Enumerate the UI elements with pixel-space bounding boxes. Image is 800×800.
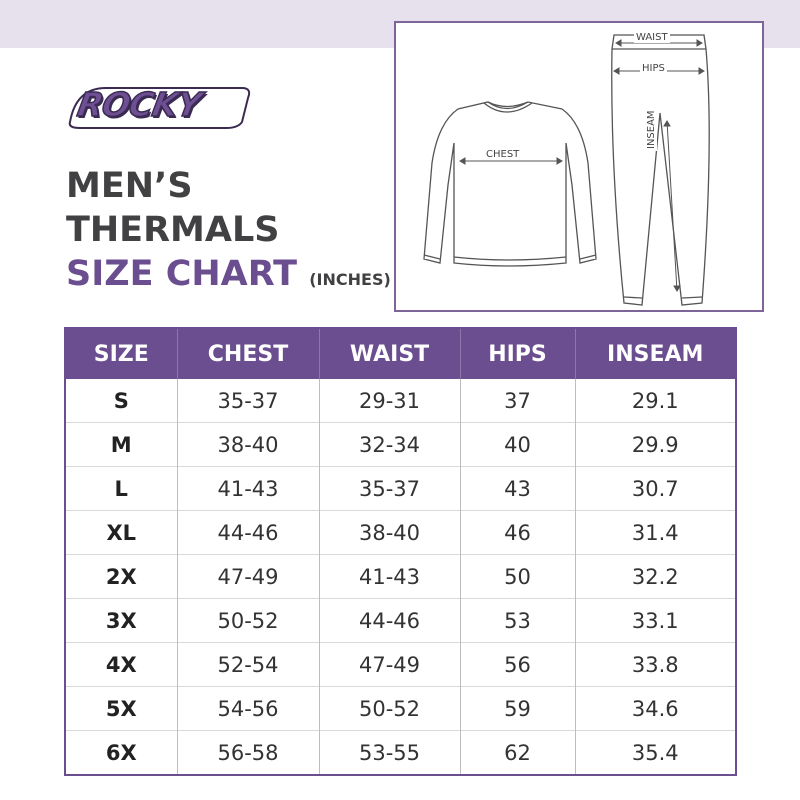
cell-chest: 41-43 — [177, 467, 319, 511]
header-inseam: INSEAM — [575, 329, 735, 379]
cell-inseam: 30.7 — [575, 467, 735, 511]
cell-size: S — [113, 388, 129, 413]
table-row — [66, 731, 735, 775]
table-row — [66, 643, 735, 687]
cell-size: 3X — [66, 599, 177, 643]
cell-hips: 62 — [460, 731, 575, 775]
cell-waist: 44-46 — [319, 599, 460, 643]
table-row — [66, 511, 735, 555]
chest-label: CHEST — [486, 149, 520, 160]
header-size: SIZE — [66, 329, 177, 379]
table-row — [66, 423, 735, 467]
cell-waist: 32-34 — [319, 423, 460, 467]
table-row — [66, 687, 735, 731]
cell-waist: 47-49 — [319, 643, 460, 687]
cell-size: 5X — [66, 687, 177, 731]
cell-inseam: 34.6 — [575, 687, 735, 731]
heading-units: (INCHES) — [309, 270, 391, 289]
cell-inseam: 32.2 — [575, 555, 735, 599]
cell-size: L — [66, 467, 177, 511]
cell-waist: 50-52 — [319, 687, 460, 731]
cell-chest: 54-56 — [177, 687, 319, 731]
cell-waist: 38-40 — [319, 511, 460, 555]
cell-hips: 43 — [460, 467, 575, 511]
header-chest: CHEST — [177, 329, 319, 379]
cell-hips: 56 — [460, 643, 575, 687]
cell-inseam: 29.1 — [575, 379, 735, 423]
garment-drawing-icon — [396, 23, 762, 310]
cell-size: 4X — [66, 643, 177, 687]
header-waist: WAIST — [319, 329, 460, 379]
size-table-grid — [66, 329, 735, 774]
cell-size: XL — [66, 511, 177, 555]
garment-illustration — [394, 21, 764, 312]
cell-chest: 56-58 — [177, 731, 319, 775]
table-row — [66, 555, 735, 599]
cell-chest: 35-37 — [177, 379, 319, 423]
cell-hips: 46 — [460, 511, 575, 555]
waist-label: WAIST — [636, 32, 668, 43]
table-header-row — [66, 329, 735, 379]
cell-hips: 53 — [460, 599, 575, 643]
cell-size: 6X — [66, 731, 177, 775]
heading-line-2: THERMALS — [66, 210, 280, 250]
heading-line-1: MEN’S — [66, 166, 193, 206]
cell-chest: 50-52 — [177, 599, 319, 643]
cell-hips: 50 — [460, 555, 575, 599]
cell-inseam: 31.4 — [575, 511, 735, 555]
header-hips: HIPS — [460, 329, 575, 379]
table-row — [66, 379, 735, 423]
cell-inseam: 33.8 — [575, 643, 735, 687]
cell-chest: 47-49 — [177, 555, 319, 599]
cell-hips: 37 — [460, 379, 575, 423]
hips-label: HIPS — [642, 63, 665, 74]
heading-line-3 — [66, 252, 391, 302]
size-table — [64, 327, 737, 776]
brand-logo — [66, 82, 256, 130]
cell-inseam: 29.9 — [575, 423, 735, 467]
cell-chest: 38-40 — [177, 423, 319, 467]
cell-waist: 53-55 — [319, 731, 460, 775]
cell-waist: 41-43 — [319, 555, 460, 599]
cell-hips: 40 — [460, 423, 575, 467]
cell-chest: 44-46 — [177, 511, 319, 555]
cell-waist: 35-37 — [319, 467, 460, 511]
table-row — [66, 467, 735, 511]
cell-size: 2X — [66, 555, 177, 599]
inseam-label: INSEAM — [646, 110, 657, 149]
logo-text: ROCKY — [74, 85, 204, 124]
cell-chest: 52-54 — [177, 643, 319, 687]
cell-waist: 29-31 — [319, 379, 460, 423]
cell-size: M — [66, 423, 177, 467]
cell-inseam: 35.4 — [575, 731, 735, 775]
page-heading — [66, 164, 391, 302]
cell-inseam: 33.1 — [575, 599, 735, 643]
cell-hips: 59 — [460, 687, 575, 731]
heading-size-chart: SIZE CHART — [66, 254, 298, 294]
table-row — [66, 599, 735, 643]
